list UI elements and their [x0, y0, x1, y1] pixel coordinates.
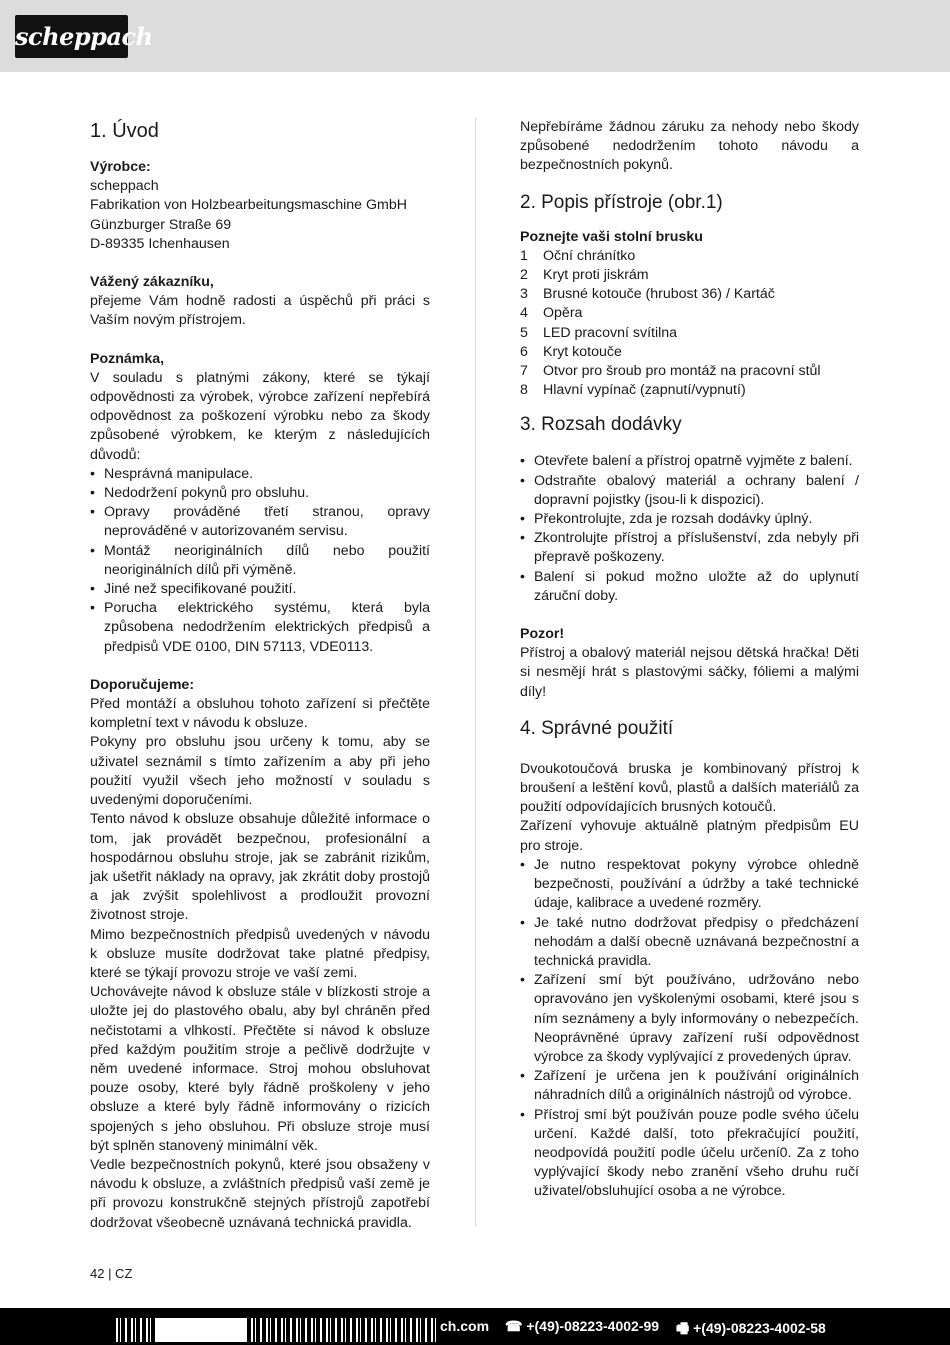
recommend-paragraph: Uchovávejte návod k obsluze stále v blízkosti stroje a uložte jej do plastového obalu, aby byl chráněn před nečistotami a vlhkostí. Přečtěte si návod k obsluze před každým použitím stroje a pečlivě dodržujte v něm uvedené informace. Stroj mohou obsluhovat pouze osoby, které byly řádně proškoleny v jeho obsluze a které byly řádně informovány o rizicích spojených s jeho obsluhou. Při obsluze stroje musí být splněn stanovený minimální věk. [90, 984, 430, 1154]
use-paragraph: Zařízení vyhovuje aktuálně platným předpisům EU pro stroje. [520, 818, 859, 854]
recommend-paragraph: Před montáží a obsluhou tohoto zařízení si přečtěte kompletní text v návodu k obsluze. [90, 696, 430, 732]
know-grinder-label: Poznejte vaši stolní brusku [520, 228, 703, 245]
part-text: Oční chránítko [543, 247, 636, 264]
recommend-label: Doporučujeme: [90, 676, 195, 693]
list-item: • Zařízení smí být používáno, udržováno nebo opravováno jen vyškolenými osobami, které jsou s ním seznámeny a byly informovány o nebezpečích. Neoprávněné úpravy zařízení ruší odpovědnost výrobce za škody vyplývající z provedených úprav. [520, 971, 859, 1067]
section-2-title: 2. Popis přístroje (obr.1) [520, 191, 723, 213]
part-text: Otvor pro šroub pro montáž na pracovní stůl [543, 363, 821, 380]
part-item [520, 266, 859, 285]
section-4-title: 4. Správné použití [520, 717, 674, 739]
part-text: LED pracovní svítilna [543, 324, 678, 341]
note-text: V souladu s platnými zákony, které se týkají odpovědnosti za výrobek, výrobce zařízení nepřebírá odpovědnost za poškození výrobku nebo za škody způsobené výrobkem, ke kterým z následujících důvodů: [90, 369, 430, 463]
list-item: • Balení si pokud možno uložte až do uplynutí záruční doby. [520, 568, 859, 606]
list-item: • Montáž neoriginálních dílů nebo použití neoriginálních dílů při výměně. [90, 542, 430, 580]
part-item [520, 247, 859, 266]
footer-website: ch.com [440, 1318, 490, 1334]
part-number: 7 [520, 363, 528, 380]
use-paragraph: Dvoukotoučová bruska je kombinovaný přístroj k broušení a leštění kovů, plastů a dalších materiálů za použití odpovídajících brusných kotoučů. [520, 760, 859, 816]
part-item [520, 362, 859, 381]
part-number: 1 [520, 247, 528, 264]
recommend-paragraph: Pokyny pro obsluhu jsou určeny k tomu, aby se uživatel seznámil s tímto zařízením a aby při jeho použití využil všech jeho možností v souladu s uvedenými doporučeními. [90, 734, 430, 809]
manufacturer-line: scheppach [90, 178, 159, 195]
manufacturer-line: Fabrikation von Holzbearbeitungsmaschine GmbH [90, 197, 408, 214]
list-item: • Odstraňte obalový materiál a ochrany balení / dopravní pojistky (jsou-li k dispozici). [520, 472, 859, 510]
recommend-paragraph: Tento návod k obsluze obsahuje důležité informace o tom, jak provádět bezpečnou, profesionální a hospodárnou obsluhu stroje, jak se zabránit rizikům, jak ušetřit náklady na opravy, jak zkrátit doby prostojů a jak zvýšit spolehlivost a prodloužit provozní životnost stroje. [90, 811, 430, 924]
page-footer [0, 1308, 950, 1345]
footer-fax: 🖷 +(49)-08223-4002-58 [676, 1320, 826, 1336]
note-list [90, 465, 430, 657]
manufacturer-line: Günzburger Straße 69 [90, 216, 232, 233]
section-3-title: 3. Rozsah dodávky [520, 414, 682, 436]
part-text: Brusné kotouče (hrubost 36) / Kartáč [543, 286, 775, 303]
note-label: Poznámka, [90, 350, 165, 367]
part-text: Kryt proti jiskrám [543, 267, 649, 284]
recommend-paragraph: Mimo bezpečnostních předpisů uvedených v návodu k obsluze musíte dodržovat take platné předpisy, které se týkají provozu stroje ve vaší zemi. [90, 926, 430, 981]
list-item: • Opravy prováděné třetí stranou, opravy neprováděné v autorizovaném servisu. [90, 503, 430, 541]
manufacturer-line: D-89335 Ichenhausen [90, 235, 230, 252]
list-item: • Zkontrolujte přístroj a příslušenství, zda nebyly při přepravě poškozeny. [520, 529, 859, 567]
use-list [520, 856, 859, 1202]
caution-text: Přístroj a obalový materiál nejsou dětská hračka! Děti si nesmějí hrát s plastovými sáčky, fóliemi a malými díly! [520, 645, 859, 700]
recommend-paragraph: Vedle bezpečnostních pokynů, které jsou obsaženy v návodu k obsluze, a zvláštních předpisů vaší země je při provozu konstrukčně stejných přístrojů zapotřebí dodržovat všeobecně uznávaná technická pravidla. [90, 1156, 430, 1231]
right-column [520, 118, 859, 1202]
part-item [520, 343, 859, 362]
part-item [520, 304, 859, 323]
part-number: 2 [520, 267, 528, 284]
list-item: • Porucha elektrického systému, která byla způsobena nedodržením elektrických předpisů a předpisů VDE 0100, DIN 57113, VDE0113. [90, 599, 430, 657]
list-item: • Překontrolujte, zda je rozsah dodávky úplný. [520, 510, 859, 529]
part-item [520, 324, 859, 343]
delivery-list [520, 452, 859, 606]
list-item: • Přístroj smí být používán pouze podle svého účelu určení. Každé další, toto překračující použití, neodpovídá použití podle účelu určení0. Za z toho vyplývající škody nebo zranění všeho druhu ručí uživatel/obsluhující osoba a ne výrobce. [520, 1106, 859, 1202]
scheppach-logo: scheppach [15, 15, 128, 58]
list-item: • Nesprávná manipulace. [90, 465, 430, 484]
part-text: Kryt kotouče [543, 343, 622, 360]
dear-customer-text: přejeme Vám hodně radosti a úspěchů při práci s Vaším novým přístrojem. [90, 293, 430, 329]
part-number: 8 [520, 382, 528, 399]
page-number: 42 | CZ [90, 1266, 133, 1281]
part-text: Hlavní vypínač (zapnutí/vypnutí) [543, 382, 746, 399]
list-item: • Je nutno respektovat pokyny výrobce ohledně bezpečnosti, používání a údržby a také technické údaje, kalibrace a uvedené rozměry. [520, 856, 859, 914]
part-text: Opěra [543, 305, 583, 322]
manufacturer-label: Výrobce: [90, 159, 151, 175]
part-item [520, 285, 859, 304]
barcode-gap [155, 1318, 247, 1342]
column-divider [475, 118, 476, 1226]
list-item: • Otevřete balení a přístroj opatrně vyjměte z balení. [520, 452, 859, 471]
part-number: 3 [520, 286, 528, 303]
part-number: 4 [520, 305, 528, 322]
list-item: • Je také nutno dodržovat předpisy o předcházení nehodám a další obecně uznávaná bezpečnostní a technická pravidla. [520, 914, 859, 972]
warranty-text: Nepřebíráme žádnou záruku za nehody nebo škody způsobené nedodržením tohoto návodu a bezpečnostních pokynů. [520, 119, 859, 174]
list-item: • Nedodržení pokynů pro obsluhu. [90, 484, 430, 503]
footer-phone: ☎ +(49)-08223-4002-99 [505, 1318, 660, 1334]
page-header [0, 0, 950, 72]
list-item: • Zařízení je určena jen k používání originálních náhradních dílů a originálních nástrojů od výrobce. [520, 1067, 859, 1105]
part-item [520, 381, 859, 400]
dear-customer-label: Vážený zákazníku, [90, 274, 214, 291]
part-number: 5 [520, 324, 528, 341]
caution-label: Pozor! [520, 626, 565, 643]
section-1-title: 1. Úvod [90, 120, 159, 142]
part-number: 6 [520, 343, 528, 360]
list-item: • Jiné než specifikované použití. [90, 580, 430, 599]
left-column [90, 118, 430, 1233]
